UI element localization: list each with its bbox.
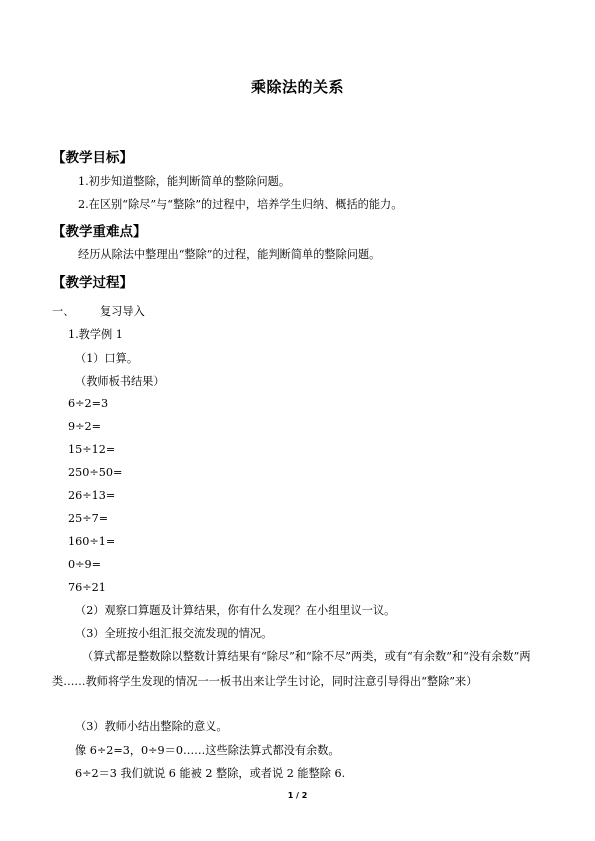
summary-line-1: 像 6÷2=3，0÷9＝0……这些除法算式都没有余数。 [75, 744, 340, 757]
example-label: 1.教学例 1 [68, 328, 123, 341]
step-2: （2）观察口算题及计算结果，你有什么发现？在小组里议一议。 [75, 604, 396, 617]
equation: 160÷1= [68, 535, 116, 548]
goal-item: 1.初步知道整除，能判断简单的整除问题。 [78, 175, 291, 188]
step-4: （3）教师小结出整除的意义。 [75, 720, 228, 733]
page-number: 1 / 2 [287, 791, 308, 800]
equation: 0÷9= [68, 558, 101, 571]
equation: 25÷7= [68, 512, 109, 525]
board-note: （教师板书结果） [75, 375, 165, 388]
equation: 9÷2= [68, 420, 101, 433]
teacher-note: （算式都是整数除以整数计算结果有“除尽”和“除不尽”两类，或有“有余数”和“没有余数”两类……教师将学生发现的情况一一板书出来让学生讨论，同时注意引导得出“整除”来） [52, 650, 531, 688]
equation: 76÷21 [68, 581, 106, 594]
key-points-heading: 【教学重难点】 [52, 224, 147, 240]
part1-title: 复习导入 [100, 305, 145, 318]
process-heading: 【教学过程】 [52, 275, 133, 291]
part1-label: 一、 [52, 305, 75, 318]
step-1: （1）口算。 [75, 352, 139, 365]
equation: 15÷12= [68, 443, 116, 456]
equation: 6÷2=3 [68, 397, 109, 410]
step-3: （3）全班按小组汇报交流发现的情况。 [75, 627, 273, 640]
summary-line-2: 6÷2＝3 我们就说 6 能被 2 整除，或者说 2 能整除 6. [75, 767, 346, 780]
equation: 250÷50= [68, 466, 123, 479]
key-points-text: 经历从除法中整理出“整除”的过程，能判断简单的整除问题。 [78, 248, 381, 261]
equation: 26÷13= [68, 489, 116, 502]
page-title: 乘除法的关系 [250, 78, 344, 96]
goal-item: 2.在区别“除尽”与“整除”的过程中，培养学生归纳、概括的能力。 [78, 198, 403, 211]
goals-heading: 【教学目标】 [52, 150, 133, 166]
